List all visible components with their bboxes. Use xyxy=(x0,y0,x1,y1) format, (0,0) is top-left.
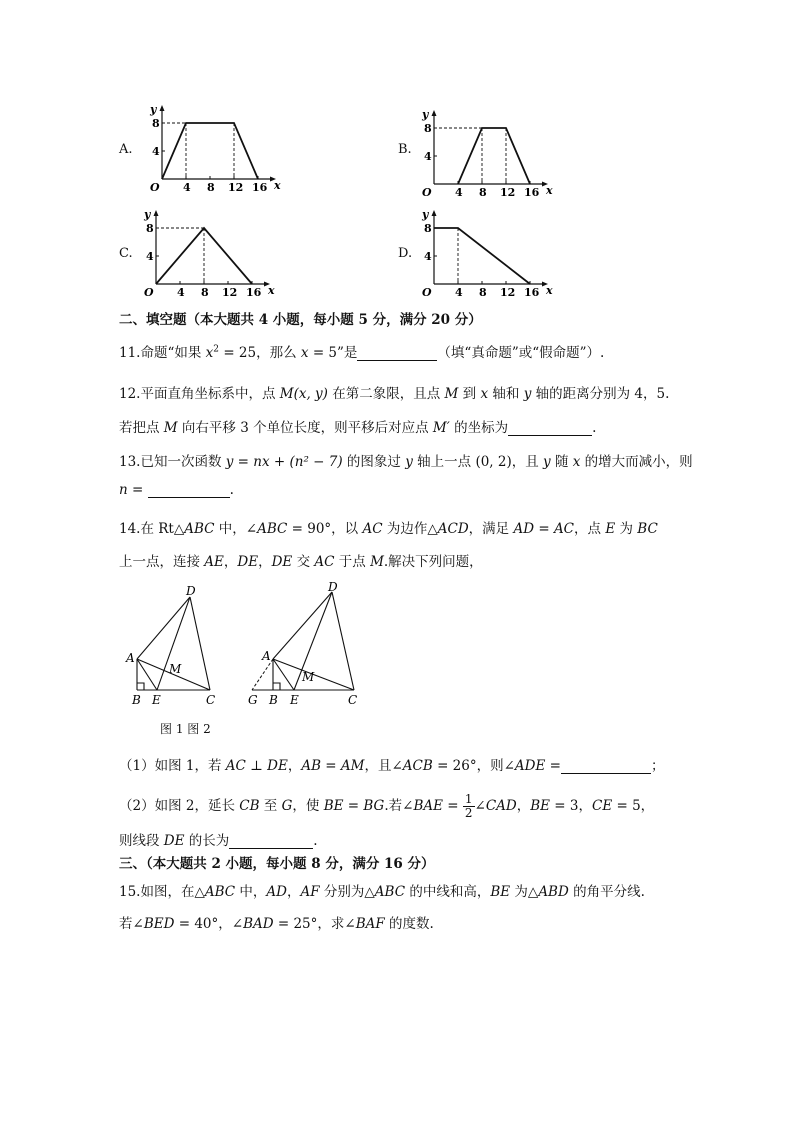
q15-bed: BED xyxy=(143,916,175,932)
q14-line1 xyxy=(119,517,658,537)
q14-t7: ，点 xyxy=(574,521,606,537)
graph-d-xtick-label-1: 8 xyxy=(479,286,487,299)
q14-t2: 中，∠ xyxy=(214,521,258,537)
fig2-label-m: M xyxy=(302,670,315,684)
q14-abc: ABC xyxy=(184,521,215,537)
q12-answer-blank[interactable] xyxy=(508,421,592,436)
q14-figure-2 xyxy=(244,582,364,714)
option-d-label: D. xyxy=(398,246,413,261)
q15-t2: 中， xyxy=(235,884,267,900)
fig2-label-c: C xyxy=(348,693,358,707)
q15-t10: = 25°，求∠ xyxy=(273,916,356,932)
q11-text-c: = 5”是 xyxy=(308,345,358,361)
graph-c-xtick-label-2: 12 xyxy=(222,286,238,299)
q15-t11: 的度数. xyxy=(384,916,434,932)
q14-de2: DE xyxy=(271,554,293,570)
q14-line2 xyxy=(119,550,483,570)
q14-p3-t1: 则线段 xyxy=(119,833,164,849)
q13-t3: 轴上一点 (0, 2)，且 xyxy=(412,454,544,470)
graph-d-series-line xyxy=(434,228,530,284)
q15-line2 xyxy=(119,912,434,932)
graph-a-origin: O xyxy=(150,181,160,194)
q14-bc: BC xyxy=(637,521,658,537)
q14-p2-t3: ，使 xyxy=(292,798,324,814)
q14-p1-de: DE xyxy=(267,758,288,774)
q12-t8: 的坐标为 xyxy=(449,420,509,436)
section2-heading: 二、填空题（本大题共 4 小题，每小题 5 分，满分 20 分） xyxy=(119,312,482,328)
graph-d-y-arrow xyxy=(432,210,437,216)
q15-line1 xyxy=(119,880,645,900)
q15-abd: ABD xyxy=(538,884,569,900)
q14-p2-bebg: BE = BG xyxy=(323,798,385,814)
fig1-label-c: C xyxy=(206,693,216,707)
graph-b-xtick-label-1: 8 xyxy=(479,186,487,199)
q15-t1: 15.如图，在△ xyxy=(119,884,205,900)
q14-t5: ，满足 xyxy=(468,521,514,537)
q14-ad: AD xyxy=(513,521,535,537)
q15-t9: = 40°，∠ xyxy=(174,916,244,932)
q13-t4: 随 xyxy=(550,454,573,470)
fig1-label-m: M xyxy=(169,662,182,676)
q14-p2-cad: CAD xyxy=(485,798,517,814)
q14-part2 xyxy=(119,793,654,820)
q12-t5: 轴的距离分别为 4，5. xyxy=(531,386,670,402)
graph-d-ytick-label-0: 4 xyxy=(424,250,432,263)
q13-line2 xyxy=(119,482,234,498)
q14-p1-ac: AC xyxy=(225,758,246,774)
q13-y: y xyxy=(405,454,413,470)
q14-p2-fraction xyxy=(463,793,475,820)
q14-p2-t8: = 3， xyxy=(550,798,592,814)
fig1-label-e: E xyxy=(152,693,161,707)
q14-t6: = xyxy=(534,521,554,537)
q14-figure-1 xyxy=(122,582,232,714)
graph-b-ytick-label-0: 4 xyxy=(424,150,432,163)
q14-p2-answer-blank[interactable] xyxy=(229,834,313,849)
q14-p2-ce: CE xyxy=(592,798,613,814)
q15-bad: BAD xyxy=(243,916,274,932)
graph-b-x-label: x xyxy=(546,184,553,197)
fig2-label-b: B xyxy=(269,693,278,707)
q14-m: M xyxy=(370,554,384,570)
figure-2-svg xyxy=(244,582,364,710)
graph-a-y-arrow xyxy=(160,105,165,111)
q14-p2-t1: （2）如图 2，延长 xyxy=(119,798,240,814)
q14-p2-t2: 至 xyxy=(259,798,282,814)
q14-t3: = 90°，以 xyxy=(287,521,363,537)
graph-a-x-label: x xyxy=(274,179,281,192)
graph-d-xtick-label-3: 16 xyxy=(524,286,540,299)
q12-t9: . xyxy=(592,420,597,436)
q12-m: M xyxy=(444,386,459,402)
q14-p3-de: DE xyxy=(163,833,185,849)
q11-x2: x xyxy=(300,345,309,361)
q14-p1-t5: = 26°，则∠ xyxy=(432,758,515,774)
graph-a-ytick-label-0: 4 xyxy=(152,145,160,158)
q13-line1 xyxy=(119,450,693,470)
graph-c-y-label: y xyxy=(144,208,151,221)
fig1-label-b: B xyxy=(132,693,141,707)
graph-b-svg xyxy=(412,110,572,200)
q12-t2: 在第二象限，且点 xyxy=(327,386,445,402)
q14-p2-t5: = xyxy=(442,798,463,814)
q12-m2: M xyxy=(163,420,178,436)
graph-c-xtick-label-0: 4 xyxy=(177,286,185,299)
q15-abc2: ABC xyxy=(374,884,406,900)
option-b-label: B. xyxy=(398,142,412,157)
fig2-label-g: G xyxy=(248,693,258,707)
q12-line1 xyxy=(119,382,669,402)
fig2-label-e: E xyxy=(290,693,299,707)
q14-p2-t4: .若∠ xyxy=(384,798,414,814)
graph-c-xtick-label-1: 8 xyxy=(201,286,209,299)
q14-p1-t6: = xyxy=(545,758,561,774)
figure-caption: 图 1 图 2 xyxy=(160,722,211,736)
graph-b-xtick-label-0: 4 xyxy=(455,186,463,199)
q14-t1: 14.在 Rt△ xyxy=(119,521,185,537)
q13-t2: 的图象过 xyxy=(342,454,406,470)
q14-ac3: AC xyxy=(314,554,335,570)
graph-d-ytick-label-1: 8 xyxy=(424,222,432,235)
q15-be: BE xyxy=(490,884,511,900)
graph-b-series-line xyxy=(458,128,530,184)
q15-abc: ABC xyxy=(204,884,236,900)
q14-p3-t2: 的长为 xyxy=(184,833,230,849)
graph-a-ytick-label-1: 8 xyxy=(152,117,160,130)
q14-ae: AE xyxy=(204,554,224,570)
q13-func: y = nx + (n² − 7) xyxy=(225,454,343,470)
q13-y2: y xyxy=(543,454,551,470)
q14-ac: AC xyxy=(362,521,383,537)
q11-x: x xyxy=(205,345,214,361)
q14-t10: ， xyxy=(223,554,238,570)
figure-1-svg xyxy=(122,582,232,710)
option-c-graph xyxy=(134,208,294,300)
q14-t9: 上一点，连接 xyxy=(119,554,205,570)
q14-ac2: AC xyxy=(553,521,575,537)
q11-text-d: （填“真命题”或“假命题”）. xyxy=(437,345,605,361)
graph-d-xtick-label-0: 4 xyxy=(455,286,463,299)
option-d-graph xyxy=(412,208,572,300)
graph-c-origin: O xyxy=(144,286,154,299)
q14-p1-t4: ，且∠ xyxy=(364,758,403,774)
graph-b-ytick-label-1: 8 xyxy=(424,122,432,135)
graph-d-svg xyxy=(412,208,572,300)
q15-t5: 的中线和高， xyxy=(405,884,491,900)
graph-b-y-arrow xyxy=(432,110,437,116)
q14-t11: ， xyxy=(258,554,272,570)
q15-t6: 为△ xyxy=(510,884,539,900)
q14-de: DE xyxy=(237,554,259,570)
q14-t12: 交 xyxy=(292,554,315,570)
q14-t8: 为 xyxy=(615,521,638,537)
q14-e: E xyxy=(605,521,616,537)
option-b-graph xyxy=(412,110,572,200)
q12-x: x xyxy=(480,386,489,402)
graph-a-xtick-label-1: 8 xyxy=(207,181,215,194)
q15-af: AF xyxy=(300,884,320,900)
q14-part2-line2 xyxy=(119,829,318,849)
q13-t5: 的增大而减小，则 xyxy=(580,454,693,470)
graph-d-origin: O xyxy=(422,286,432,299)
q14-p2-be: BE xyxy=(530,798,551,814)
q13-t6: = xyxy=(127,482,148,498)
q12-mp: M′ xyxy=(432,420,450,436)
q12-t7: 向右平移 3 个单位长度，则平移后对应点 xyxy=(177,420,433,436)
q14-p1-t3: ， xyxy=(287,758,302,774)
q15-baf: BAF xyxy=(355,916,385,932)
q11-answer-blank[interactable] xyxy=(357,346,437,361)
q15-t8: 若∠ xyxy=(119,916,144,932)
graph-a-xtick-label-2: 12 xyxy=(228,181,244,194)
q11-text-a: 11.命题“如果 xyxy=(119,345,206,361)
q13-n: n xyxy=(119,482,128,498)
q14-part1 xyxy=(119,754,664,774)
q12-t1: 12.平面直角坐标系中，点 xyxy=(119,386,280,402)
fig1-label-d: D xyxy=(186,584,196,598)
graph-b-origin: O xyxy=(422,186,432,199)
q11 xyxy=(119,341,604,361)
q12-t3: 到 xyxy=(458,386,481,402)
q14-p2-t6: ∠ xyxy=(474,798,486,814)
q14-t13: 于点 xyxy=(334,554,371,570)
q14-p2-g: G xyxy=(281,798,293,814)
q11-sq: 2 xyxy=(213,344,220,355)
graph-a-y-label: y xyxy=(150,103,157,116)
graph-d-y-label: y xyxy=(422,208,429,221)
option-a-graph xyxy=(140,100,300,195)
q14-p1-answer-blank[interactable] xyxy=(561,759,651,774)
q14-p1-t2: ⊥ xyxy=(245,758,268,774)
q15-ad: AD xyxy=(266,884,287,900)
q14-p1-ade: ADE xyxy=(514,758,546,774)
q14-p1-abam: AB = AM xyxy=(301,758,365,774)
fig1-label-a: A xyxy=(126,651,135,665)
section3-heading: 三、（本大题共 2 小题，每小题 8 分，满分 16 分） xyxy=(119,856,435,872)
graph-b-y-label: y xyxy=(422,110,429,121)
q14-p2-t9: = 5， xyxy=(612,798,655,814)
q14-p2-t7: ， xyxy=(516,798,531,814)
q13-t1: 13.已知一次函数 xyxy=(119,454,226,470)
q12-point: M(x, y) xyxy=(279,386,328,402)
graph-d-x-label: x xyxy=(546,284,553,297)
q13-x: x xyxy=(572,454,581,470)
q14-acd: ACD xyxy=(437,521,469,537)
option-c-label: C. xyxy=(119,246,133,261)
q14-p1-t1: （1）如图 1，若 xyxy=(119,758,226,774)
q11-text-b: = 25，那么 xyxy=(219,345,301,361)
q14-abc2: ABC xyxy=(257,521,288,537)
fraction-numerator: 1 xyxy=(464,792,473,806)
q15-t3: ， xyxy=(286,884,301,900)
graph-c-ytick-label-1: 8 xyxy=(146,222,154,235)
graph-c-svg xyxy=(134,208,294,300)
fraction-denominator: 2 xyxy=(464,806,473,820)
q12-t4: 轴和 xyxy=(488,386,524,402)
graph-a-xtick-label-3: 16 xyxy=(252,181,268,194)
q12-y: y xyxy=(523,386,532,402)
graph-b-xtick-label-2: 12 xyxy=(500,186,516,199)
q14-p3-t3: . xyxy=(313,833,318,849)
q14-p1-acb: ACB xyxy=(402,758,433,774)
fig2-label-d: D xyxy=(328,582,338,594)
q14-t14: .解决下列问题， xyxy=(383,554,483,570)
q12-t6: 若把点 xyxy=(119,420,164,436)
q14-p2-bae: BAE xyxy=(413,798,443,814)
q13-t7: . xyxy=(229,482,234,498)
q15-t7: 的角平分线. xyxy=(568,884,645,900)
q15-t4: 分别为△ xyxy=(319,884,375,900)
graph-a-svg xyxy=(140,100,300,195)
q13-answer-blank[interactable] xyxy=(148,483,230,498)
option-a-label: A. xyxy=(119,142,133,157)
graph-a-series-line xyxy=(162,123,258,179)
q12-line2 xyxy=(119,416,596,436)
graph-b-xtick-label-3: 16 xyxy=(524,186,540,199)
graph-c-y-arrow xyxy=(154,210,159,216)
graph-c-x-label: x xyxy=(268,284,275,297)
fig2-label-a: A xyxy=(262,649,271,663)
graph-d-xtick-label-2: 12 xyxy=(500,286,516,299)
q14-p1-t7: ； xyxy=(650,758,665,774)
graph-c-xtick-label-3: 16 xyxy=(246,286,262,299)
q14-p2-cb: CB xyxy=(239,798,260,814)
graph-a-xtick-label-0: 4 xyxy=(183,181,191,194)
q14-t4: 为边作△ xyxy=(382,521,438,537)
graph-c-ytick-label-0: 4 xyxy=(146,250,154,263)
